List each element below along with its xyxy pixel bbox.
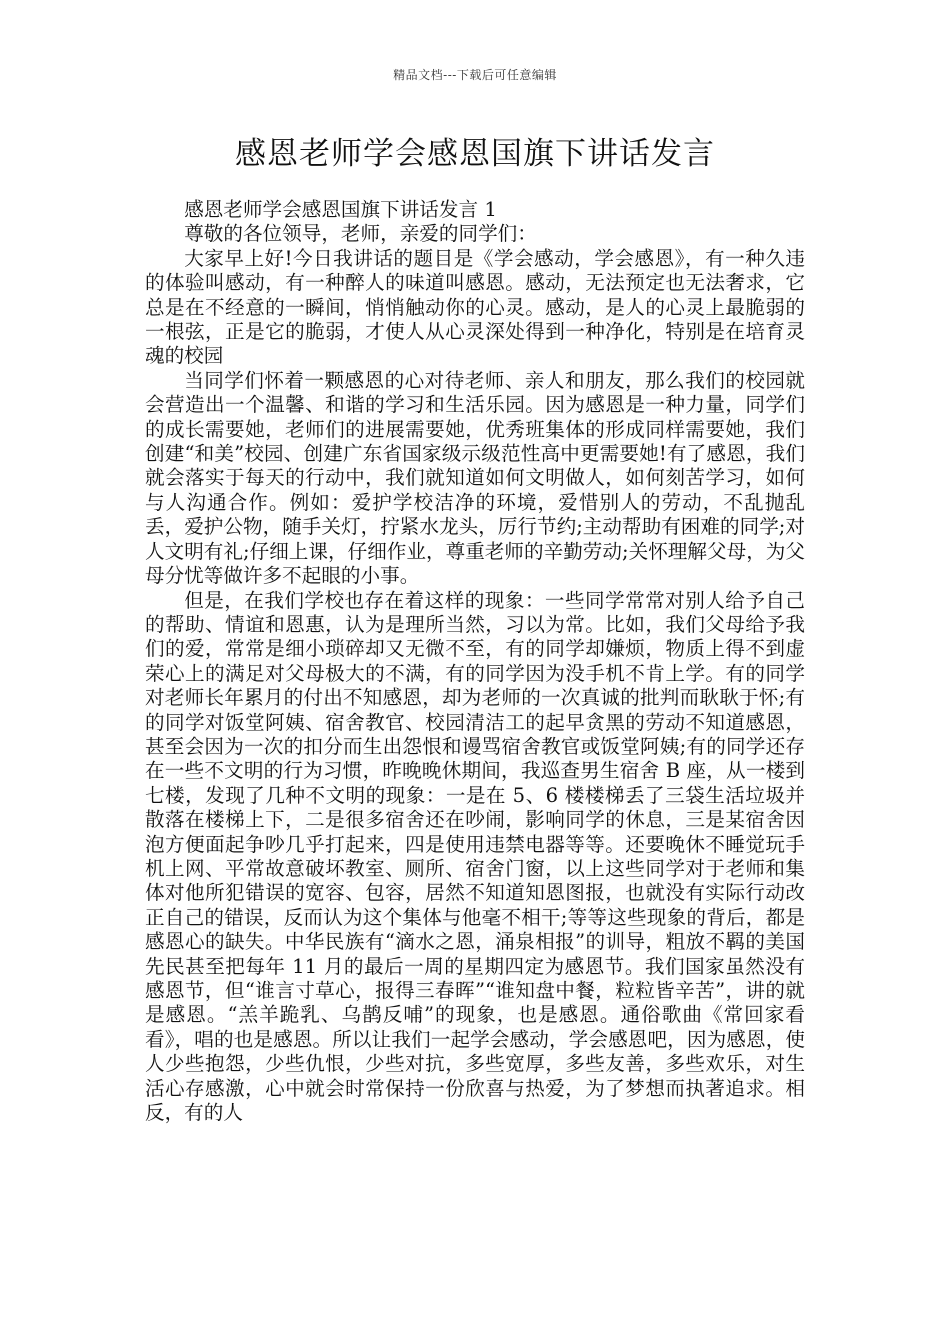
paragraph-subtitle: 感恩老师学会感恩国旗下讲话发言 1 [184,198,497,221]
paragraph-salutation: 尊敬的各位领导，老师，亲爱的同学们： [184,222,537,246]
paragraph: 但是，在我们学校也存在着这样的现象：一些同学常常对别人给予自己的帮助、情谊和恩惠，认为是理所当然，习以为常。比如，我们父母给予我们的爱，常常是细小琐碎却又无微不至，有的同学却嫌烦，物质上得不到虚荣心上的满足对父母极大的不满，有的同学因为没手机不肯上学。有的同学对老师长年累月的付出不知感恩，却为老师的一次真诚的批判而耿耿于怀;有的同学对饭堂阿姨、宿舍教官、校园清洁工的起早贪黑的劳动不知道感恩，甚至会因为一次的扣分而生出怨恨和谩骂宿舍教官或饭堂阿姨;有的同学还存在一些不文明的行为习惯，昨晚晚休期间，我巡查男生宿舍 B 座，从一楼到七楼，发现了几种不文明的现象：一是在 5、6 楼楼梯丢了三袋生活垃圾并散落在楼梯上下，二是很多宿舍还在吵闹，影响同学的休息，三是某宿舍因泡方便面起争吵几乎打起来，四是使用违禁电器等等。还要晚休不睡觉玩手机上网、平常故意破坏教室、厕所、宿舍门窗，以上这些同学对于老师和集体对他所犯错误的宽容、包容，居然不知道知恩图报，也就没有实际行动改正自己的错误，反而认为这个集体与他毫不相干;等等这些现象的背后，都是感恩心的缺失。中华民族有“滴水之恩，涌泉相报”的训导，粗放不羁的美国先民甚至把每年 11 月的最后一周的星期四定为感恩节。我们国家虽然没有感恩节，但“谁言寸草心，报得三春晖”“谁知盘中餐，粒粒皆辛苦”，讲的就是感恩。“羔羊跪乳、乌鹊反哺”的现象，也是感恩。通俗歌曲《常回家看看》，唱的也是感恩。所以让我们一起学会感动，学会感恩吧，因为感恩，使人少些抱怨，少些仇恨，少些对抗，多些宽厚，多些友善，多些欢乐，对生活心存感激，心中就会时常保持一份欣喜与热爱，为了梦想而执著追求。相反，有的人 [145,588,805,1125]
header-watermark: 精品文档---下载后可任意编辑 [393,68,557,82]
paragraph: 大家早上好!今日我讲话的题目是《学会感动，学会感恩》，有一种久违的体验叫感动，有一种醉人的味道叫感恩。感动，无法预定也无法奢求，它总是在不经意的一瞬间，悄悄触动你的心灵。感动，是人的心灵上最脆弱的一根弦，正是它的脆弱，才使人从心灵深处得到一种净化，特别是在培育灵魂的校园 [145,246,805,368]
paragraph: 当同学们怀着一颗感恩的心对待老师、亲人和朋友，那么我们的校园就会营造出一个温馨、和谐的学习和生活乐园。因为感恩是一种力量，同学们的成长需要她，老师们的进展需要她，优秀班集体的形成同样需要她，我们创建“和美”校园、创建广东省国家级示级范性高中更需要她!有了感恩，我们就会落实于每天的行动中，我们就知道如何文明做人，如何刻苦学习，如何与人沟通合作。例如：爱护学校洁净的环境，爱惜别人的劳动，不乱抛乱丢，爱护公物，随手关灯，拧紧水龙头，厉行节约;主动帮助有困难的同学;对人文明有礼;仔细上课，仔细作业，尊重老师的辛勤劳动;关怀理解父母，为父母分忧等做许多不起眼的小事。 [145,368,805,588]
document-body [145,198,805,1125]
document-title: 感恩老师学会感恩国旗下讲话发言 [235,136,715,172]
